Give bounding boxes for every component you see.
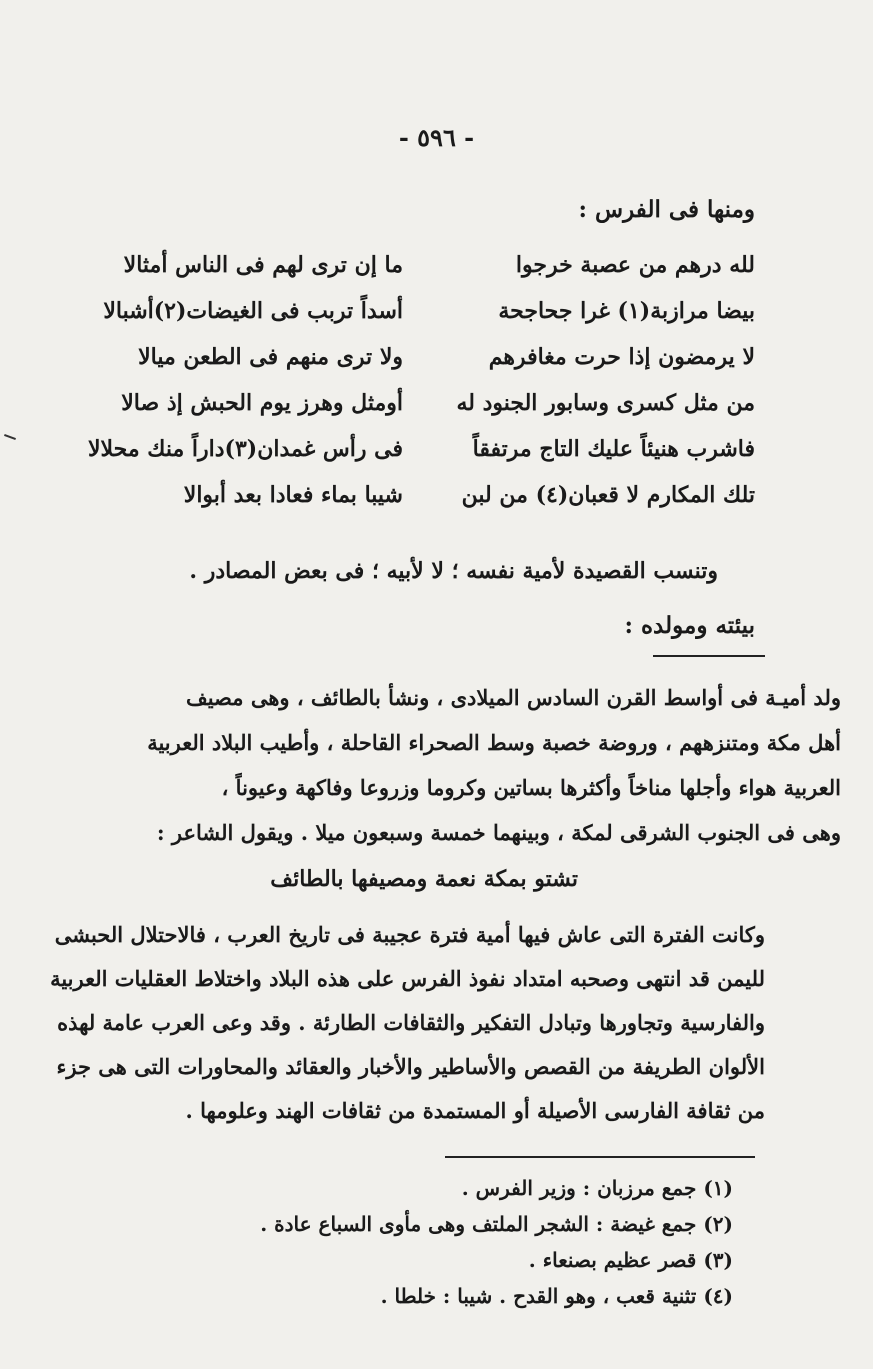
paragraph-line: العربية هواء وأجلها مناخاً وأكثرها بساتين وكروما وزروعا وفاكهة وعيوناً ، bbox=[221, 775, 841, 800]
paragraph-line: من ثقافة الفارسى الأصيلة أو المستمدة من ثقافات الهند وعلومها . bbox=[185, 1098, 765, 1123]
poem-verse bbox=[87, 436, 755, 482]
poem-first-hemistich: لله درهم من عصبة خرجوا bbox=[515, 252, 755, 278]
poem-first-hemistich: لا يرمضون إذا حرت مغافرهم bbox=[488, 344, 755, 370]
poem bbox=[87, 252, 755, 528]
attribution-note: وتنسب القصيدة لأمية نفسه ؛ لا لأبيه ؛ فى بعض المصادر . bbox=[189, 558, 718, 584]
paragraph-line: والفارسية وتجاورها وتبادل التفكير والثقافات الطارئة . وقد وعى العرب عامة لهذه bbox=[57, 1010, 765, 1035]
heading-underline bbox=[653, 655, 765, 657]
quoted-verse: تشتو بمكة نعمة ومصيفها بالطائف bbox=[270, 866, 578, 892]
footnotes bbox=[233, 1170, 733, 1314]
poem-first-hemistich: فاشرب هنيئاً عليك التاج مرتفقاً bbox=[472, 436, 755, 462]
poem-verse bbox=[95, 482, 755, 528]
section-heading-birth: بيئته ومولده : bbox=[624, 612, 755, 639]
poem-second-hemistich: شيبا بماء فعادا بعد أبوالا bbox=[183, 482, 403, 508]
footnote: (١) جمع مرزبان : وزير الفرس . bbox=[461, 1176, 733, 1200]
poem-verse bbox=[95, 252, 755, 298]
poem-first-hemistich: تلك المكارم لا قعبان(٤) من لبن bbox=[461, 482, 755, 508]
poem-second-hemistich: فى رأس غمدان(٣)داراً منك محلالا bbox=[87, 436, 403, 462]
paragraph-line: أهل مكة ومتنزههم ، وروضة خصبة وسط الصحراء القاحلة ، وأطيب البلاد العربية bbox=[147, 730, 841, 755]
poem-second-hemistich: أسداً تربب فى الغيضات(٢)أشبالا bbox=[103, 298, 403, 324]
section-heading-horses: ومنها فى الفرس : bbox=[578, 196, 755, 223]
poem-second-hemistich: أومثل وهرز يوم الحبش إذ صالا bbox=[121, 390, 403, 416]
footnote: (٤) تثنية قعب ، وهو القدح . شيبا : خلطا . bbox=[380, 1284, 733, 1308]
poem-second-hemistich: ما إن ترى لهم فى الناس أمثالا bbox=[123, 252, 403, 278]
paragraph-line: لليمن قد انتهى وصحبه امتداد نفوذ الفرس على هذه البلاد واختلاط العقليات العربية bbox=[50, 966, 765, 991]
footnote-separator bbox=[445, 1156, 755, 1158]
poem-first-hemistich: من مثل كسرى وسابور الجنود له bbox=[456, 390, 755, 416]
footnote: (٣) قصر عظيم بصنعاء . bbox=[528, 1248, 733, 1272]
paragraph-line: الألوان الطريفة من القصص والأساطير والأخبار والعقائد والمحاورات التى هى جزء bbox=[56, 1054, 765, 1079]
paragraph-birth bbox=[29, 675, 841, 855]
poem-verse bbox=[95, 298, 755, 344]
poem-second-hemistich: ولا ترى منهم فى الطعن ميالا bbox=[138, 344, 403, 370]
footnote: (٢) جمع غيضة : الشجر الملتف وهى مأوى السباع عادة . bbox=[260, 1212, 733, 1236]
margin-mark bbox=[4, 434, 16, 440]
paragraph-line: ولد أميـة فى أواسط القرن السادس الميلادى ، ونشأ بالطائف ، وهى مصيف bbox=[185, 685, 841, 710]
paragraph-era bbox=[5, 913, 765, 1133]
poem-verse bbox=[95, 390, 755, 436]
poem-first-hemistich: بيضا مرازبة(١) غرا جحاجحة bbox=[498, 298, 755, 324]
paragraph-line: وكانت الفترة التى عاش فيها أمية فترة عجيبة فى تاريخ العرب ، فالاحتلال الحبشى bbox=[54, 922, 765, 947]
poem-verse bbox=[95, 344, 755, 390]
paragraph-line: وهى فى الجنوب الشرقى لمكة ، وبينهما خمسة وسبعون ميلا . ويقول الشاعر : bbox=[156, 820, 841, 845]
page-number: - ٥٩٦ - bbox=[398, 123, 475, 152]
